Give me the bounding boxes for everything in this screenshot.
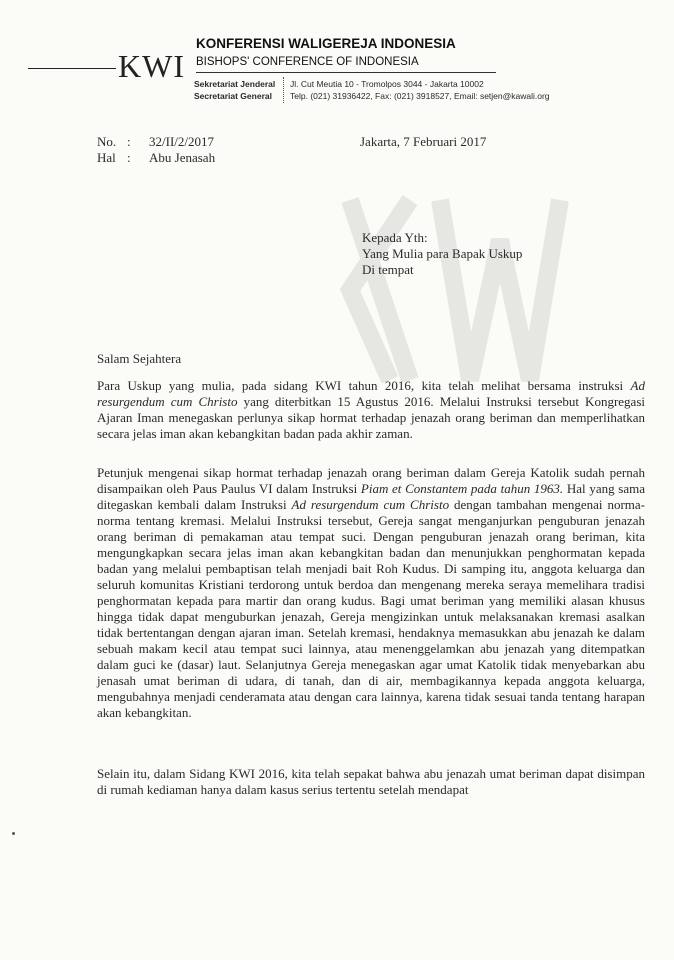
- p1-italic: Ad resurgendum cum Christo: [97, 378, 645, 409]
- p2-italic-2: Ad resurgendum cum Christo: [291, 497, 450, 512]
- paragraph-2: [97, 465, 645, 721]
- no-separator: :: [127, 134, 131, 149]
- p1-text-a: Para Uskup yang mulia, pada sidang KWI tahun 2016, kita telah melihat bersama instruksi: [97, 378, 631, 393]
- header-separator: [283, 77, 284, 103]
- org-name-en: BISHOPS' CONFERENCE OF INDONESIA: [196, 56, 419, 68]
- p1-text-c: yang diterbitkan 15 Agustus 2016. Melalui Instruksi tersebut Kongregasi Ajaran Iman menegaskan perlunya sikap hormat terhadap jenazah orang beriman dan memperlihatkan secara jelas iman akan kebangkitan badan pada akhir zaman.: [97, 394, 645, 441]
- scan-speck: [12, 832, 15, 835]
- hal-value: Abu Jenasah: [149, 150, 216, 165]
- watermark-logo: [330, 180, 590, 400]
- address: Jl. Cut Meutia 10 - Tromolpos 3044 - Jakarta 10002: [290, 79, 484, 89]
- p2-italic-1: Piam et Constantem pada tahun 1963.: [360, 481, 564, 496]
- header-rule-left: [28, 68, 116, 69]
- no-label: No.: [97, 134, 117, 149]
- recipient-line-3: Di tempat: [362, 262, 414, 277]
- p2-text-c: Hal yang sama ditegaskan kembali dalam Instruksi: [97, 481, 645, 512]
- letter-subject: [97, 150, 215, 166]
- contact-info: Telp. (021) 31936422, Fax: (021) 3918527, Email: setjen@kawali.org: [290, 91, 550, 101]
- kwi-logo: KWI: [118, 48, 185, 84]
- secretariat-id: Sekretariat Jenderal: [194, 79, 276, 89]
- recipient-line-1: Kepada Yth:: [362, 230, 428, 245]
- secretariat-en: Secretariat General: [194, 91, 272, 101]
- paragraph-3: Selain itu, dalam Sidang KWI 2016, kita telah sepakat bahwa abu jenazah umat beriman dapat disimpan di rumah kediaman hanya dalam kasus serius tertentu setelah mendapat: [97, 766, 645, 797]
- recipient-line-2: Yang Mulia para Bapak Uskup: [362, 246, 523, 261]
- p2-text-a: Petunjuk mengenai sikap hormat terhadap jenazah orang beriman dalam Gereja Katolik sudah pernah disampaikan oleh Paus Paulus VI dalam Instruksi: [97, 465, 645, 496]
- hal-label: Hal: [97, 150, 116, 165]
- org-name-id: KONFERENSI WALIGEREJA INDONESIA: [196, 36, 456, 51]
- place-date: Jakarta, 7 Februari 2017: [360, 134, 487, 149]
- hal-separator: :: [127, 150, 131, 165]
- paragraph-1: [97, 378, 645, 442]
- letter-number: [97, 134, 214, 150]
- no-value: 32/II/2/2017: [149, 134, 214, 149]
- greeting: Salam Sejahtera: [97, 351, 182, 366]
- header-rule: [196, 72, 496, 73]
- p2-text-e: dengan tambahan mengenai norma-norma tentang kremasi. Melalui Instruksi tersebut, Gereja sangat menganjurkan penguburan jenazah orang beriman di pemakaman atau tempat suci. Dengan penguburan jenazah orang beriman, kita mengungkapkan secara jelas iman akan kebangkitan badan dan menunjukkan penghormatan kepada badan yang melalui pembaptisan telah menjadi bait Roh Kudus. Di samping itu, anggota keluarga dan seluruh komunitas Kristiani terdorong untuk berdoa dan mengenang mereka seraya memelihara tradisi penghormatan kepada para martir dan orang kudus. Bagi umat beriman yang memiliki alasan khusus hingga tidak dapat menguburkan jenazah, Gereja mengizinkan untuk melaksanakan kremasi asalkan tidak bertentangan dengan ajaran iman. Setelah kremasi, hendaknya memasukkan abu jenazah ke dalam sebuah makam kecil atau tempat suci lainnya, atau menenggelamkan abu jenazah yang ditempatkan dalam guci ke (dasar) laut. Selanjutnya Gereja menegaskan agar umat Katolik tidak menyebarkan abu jenasah umat beriman di udara, di tanah, dan di air, membagikannya kepada anggota keluarga, mengubahnya menjadi cenderamata atau dengan cara lainnya, karena tidak sesuai tanda tentang harapan akan kebangkitan.: [97, 497, 645, 720]
